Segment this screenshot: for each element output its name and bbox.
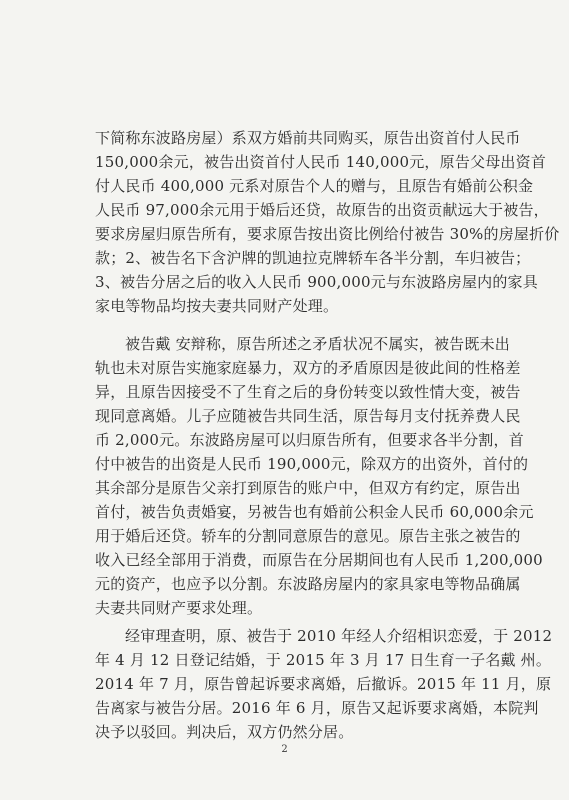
text-line: 首付，被告负责婚宴，另被告也有婚前公积金人民币 60,000余元 xyxy=(95,503,534,521)
text-line: 其余部分是原告父亲打到原告的账户中，但双方有约定，原告出 xyxy=(95,479,521,497)
text-line: 付人民币 400,000 元系对原告个人的赠与，且原告有婚前公积金 xyxy=(95,177,534,195)
text-line: 异，且原告因接受不了生育之后的身份转变以致性情大变，被告 xyxy=(95,383,521,401)
text-line: 币 2,000元。东波路房屋可以归原告所有，但要求各半分割，首 xyxy=(95,431,524,449)
text-line: 下简称东波路房屋）系双方婚前共同购买，原告出资首付人民币 xyxy=(95,129,521,147)
text-line: 2014 年 7 月，原告曾起诉要求离婚，后撤诉。2015 年 11 月，原 xyxy=(95,675,552,693)
text-line: 款；2、被告名下含沪牌的凯迪拉克牌轿车各半分割，车归被告； xyxy=(95,249,531,267)
page-number: 2 xyxy=(281,744,288,755)
text-line: 轨也未对原告实施家庭暴力，双方的矛盾原因是彼此间的性格差 xyxy=(95,359,521,377)
text-line: 150,000余元，被告出资首付人民币 140,000元，原告父母出资首 xyxy=(95,153,547,171)
text-line: 元的资产，也应予以分割。东波路房屋内的家具家电等物品确属 xyxy=(95,575,521,593)
text-line: 家电等物品均按夫妻共同财产处理。 xyxy=(95,297,339,315)
text-line: 用于婚后还贷。轿车的分割同意原告的意见。原告主张之被告的 xyxy=(95,527,521,545)
paragraph-first-line: 经审理查明，原、被告于 2010 年经人介绍相识恋爱，于 2012 xyxy=(125,627,553,645)
text-line: 收入已经全部用于消费，而原告在分居期间也有人民币 1,200,000 xyxy=(95,551,543,569)
text-line: 人民币 97,000余元用于婚后还贷，故原告的出资贡献远大于被告， xyxy=(95,201,549,219)
text-line: 现同意离婚。儿子应随被告共同生活，原告每月支付抚养费人民 xyxy=(95,407,521,425)
text-line: 告离家与被告分居。2016 年 6 月，原告又起诉要求离婚，本院判 xyxy=(95,699,539,717)
text-line: 付中被告的出资是人民币 190,000元，除双方的出资外，首付的 xyxy=(95,455,529,473)
text-line: 要求房屋归原告所有，要求原告按出资比例给付被告 30%的房屋折价 xyxy=(95,225,560,243)
text-line: 夫妻共同财产要求处理。 xyxy=(95,599,263,617)
text-line: 年 4 月 12 日登记结婚，于 2015 年 3 月 17 日生育一子名戴 州。 xyxy=(95,651,552,669)
text-line: 决予以驳回。判决后，双方仍然分居。 xyxy=(95,723,354,741)
paragraph-first-line: 被告戴 安辩称，原告所述之矛盾状况不属实，被告既未出 xyxy=(125,335,510,353)
text-line: 3、被告分居之后的收入人民币 900,000元与东波路房屋内的家具 xyxy=(95,273,538,291)
